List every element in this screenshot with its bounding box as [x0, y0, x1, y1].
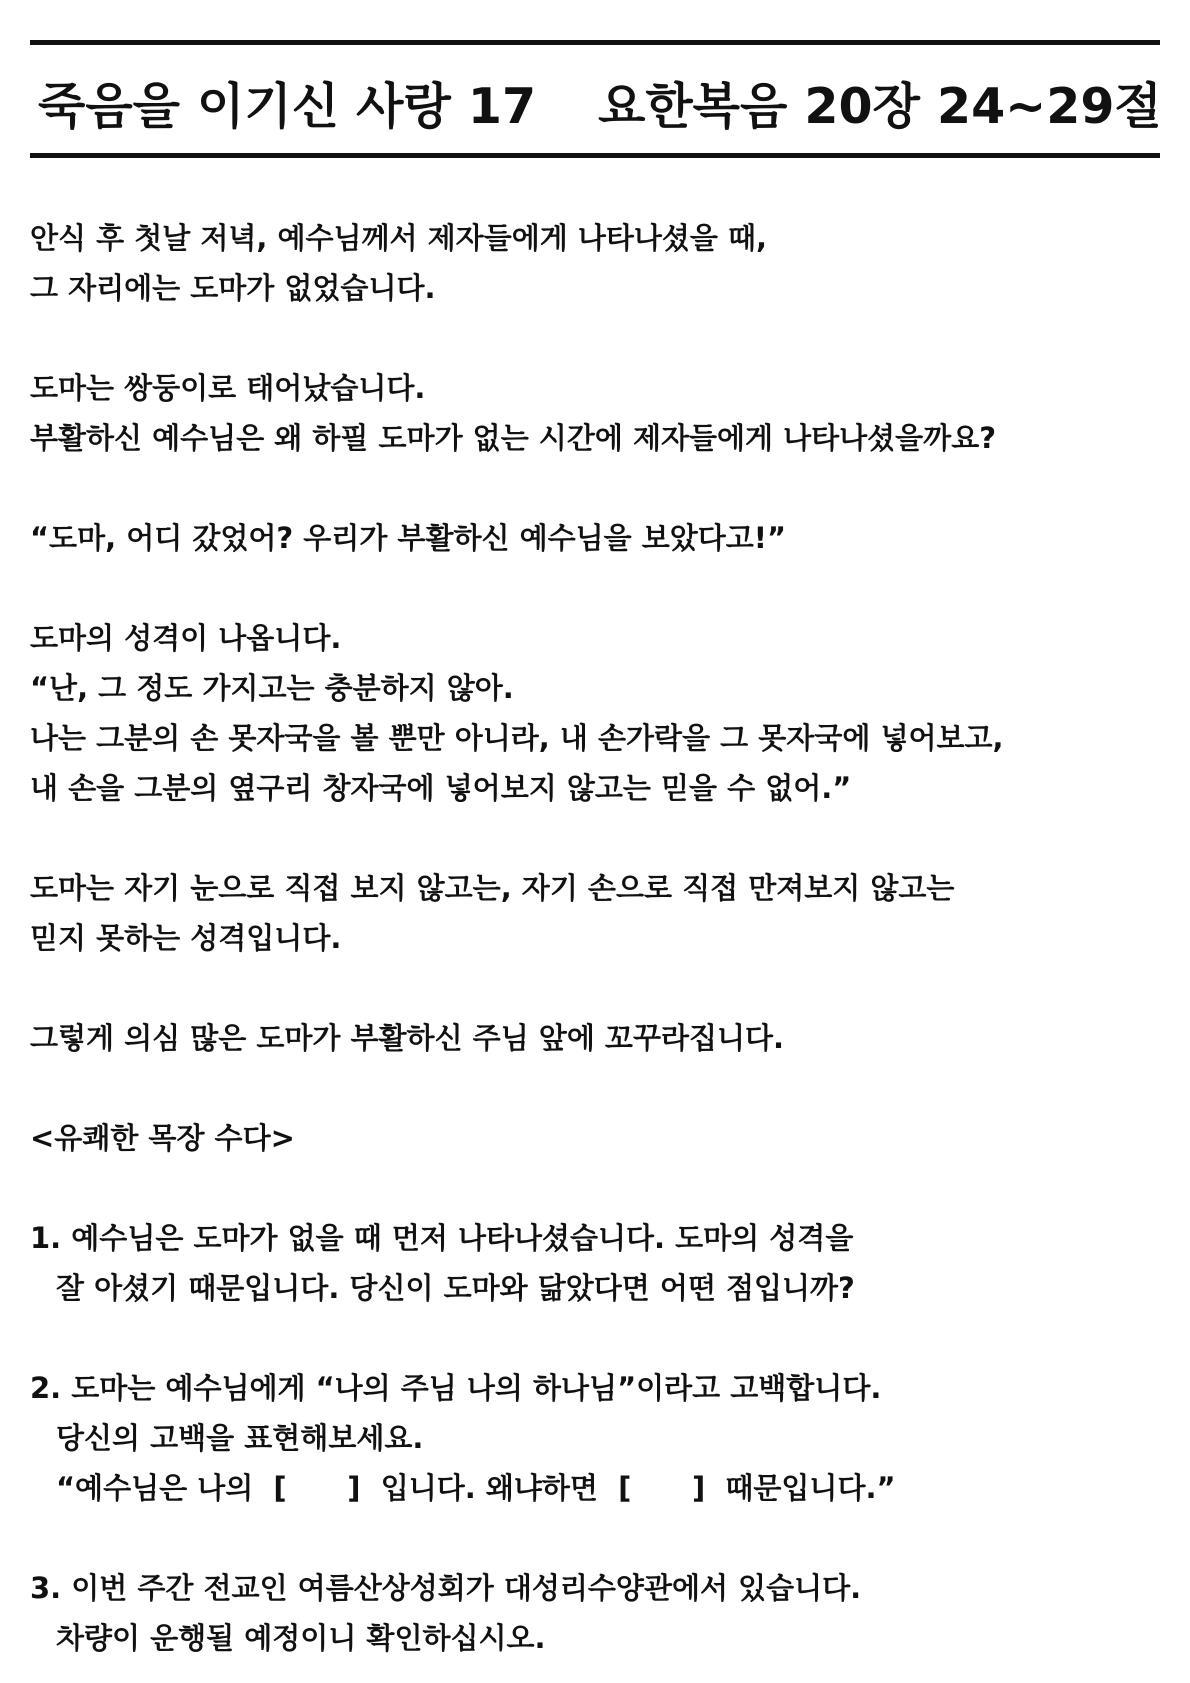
page-title	[38, 72, 1162, 142]
question-3: 3. 이번 주간 전교인 여름산상성회가 대성리수양관에서 있습니다.	[30, 1571, 862, 1605]
question-2-fill-in: “예수님은 나의 [ ] 입니다. 왜냐하면 [ ] 때문입니다.”	[56, 1471, 896, 1505]
question-1-continued: 잘 아셨기 때문입니다. 당신이 도마와 닮았다면 어떤 점입니까?	[56, 1271, 855, 1305]
body-line: 내 손을 그분의 옆구리 창자국에 넣어보지 않고는 믿을 수 없어.”	[30, 771, 852, 805]
scripture-reference: 요한복음 20장 24~29절	[598, 78, 1162, 135]
question-2: 2. 도마는 예수님에게 “나의 주님 나의 하나님”이라고 고백합니다.	[30, 1371, 882, 1405]
body-line: 그렇게 의심 많은 도마가 부활하신 주님 앞에 꼬꾸라집니다.	[30, 1021, 785, 1055]
header-bottom-rule	[30, 153, 1160, 158]
body-line: 도마는 쌍둥이로 태어났습니다.	[30, 371, 426, 405]
question-2-continued: 당신의 고백을 표현해보세요.	[56, 1421, 424, 1455]
question-1: 1. 예수님은 도마가 없을 때 먼저 나타나셨습니다. 도마의 성격을	[30, 1221, 854, 1255]
sermon-body	[30, 213, 1160, 1663]
body-line: 믿지 못하는 성격입니다.	[30, 921, 342, 955]
body-line: 도마는 자기 눈으로 직접 보지 않고는, 자기 손으로 직접 만져보지 않고는	[30, 871, 955, 905]
header-top-rule	[30, 40, 1160, 45]
body-line: 나는 그분의 손 못자국을 볼 뿐만 아니라, 내 손가락을 그 못자국에 넣어보고,	[30, 721, 1004, 755]
discussion-heading: <유쾌한 목장 수다>	[30, 1121, 295, 1155]
body-line: “도마, 어디 갔었어? 우리가 부활하신 예수님을 보았다고!”	[30, 521, 787, 555]
body-line: 도마의 성격이 나옵니다.	[30, 621, 342, 655]
body-line: “난, 그 정도 가지고는 충분하지 않아.	[30, 671, 514, 705]
series-title: 죽음을 이기신 사랑 17	[38, 78, 537, 135]
body-line: 안식 후 첫날 저녁, 예수님께서 제자들에게 나타나셨을 때,	[30, 221, 768, 255]
body-line: 부활하신 예수님은 왜 하필 도마가 없는 시간에 제자들에게 나타나셨을까요?	[30, 421, 997, 455]
body-line: 그 자리에는 도마가 없었습니다.	[30, 271, 436, 305]
question-3-continued: 차량이 운행될 예정이니 확인하십시오.	[56, 1621, 546, 1655]
